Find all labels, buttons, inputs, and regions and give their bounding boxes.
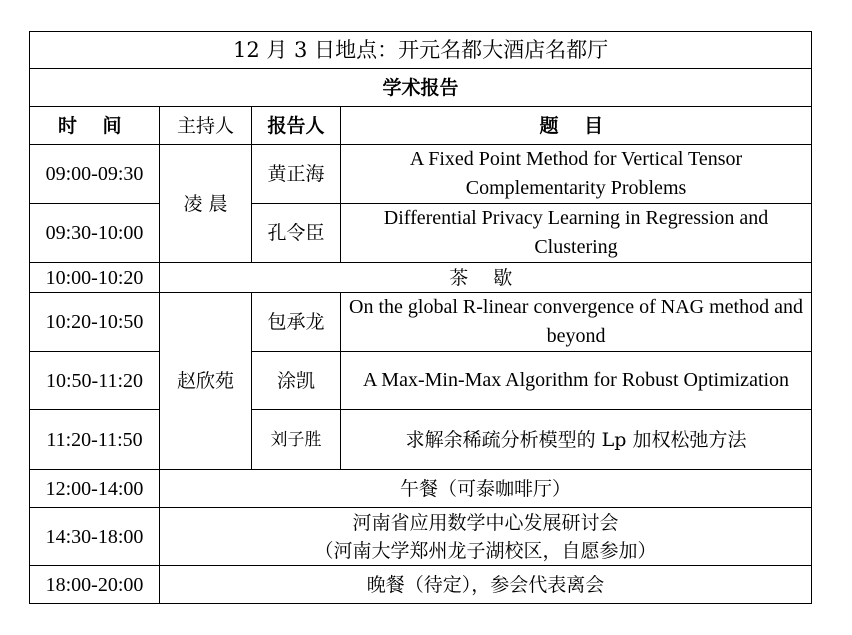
table-row xyxy=(30,470,812,508)
table-row xyxy=(30,410,812,470)
time-cell: 09:00-09:30 xyxy=(30,145,160,204)
host-cell: 凌 晨 xyxy=(160,145,252,263)
speaker-cell: 孔令臣 xyxy=(252,204,341,263)
table-row xyxy=(30,204,812,263)
speaker-cell: 涂凯 xyxy=(252,352,341,410)
time-cell: 10:00-10:20 xyxy=(30,263,160,293)
header-host: 主持人 xyxy=(160,107,252,145)
title-row xyxy=(30,32,812,69)
table-row xyxy=(30,566,812,604)
speaker-cell: 黄正海 xyxy=(252,145,341,204)
event-cell: 晚餐（待定），参会代表离会 xyxy=(160,566,812,604)
table-row xyxy=(30,293,812,352)
header-time: 时 间 xyxy=(30,107,160,145)
topic-cell: Differential Privacy Learning in Regression and Clustering xyxy=(341,204,812,263)
host-cell: 赵欣苑 xyxy=(160,293,252,470)
topic-cell: 求解余稀疏分析模型的 Lp 加权松弛方法 xyxy=(341,410,812,470)
table-row xyxy=(30,145,812,204)
time-cell: 10:50-11:20 xyxy=(30,352,160,410)
speaker-cell: 刘子胜 xyxy=(252,410,341,470)
event-cell xyxy=(160,508,812,566)
table-row xyxy=(30,352,812,410)
time-cell: 12:00-14:00 xyxy=(30,470,160,508)
time-cell: 18:00-20:00 xyxy=(30,566,160,604)
topic-cell: A Fixed Point Method for Vertical Tensor Complementarity Problems xyxy=(341,145,812,204)
schedule-title: 12 月 3 日地点：开元名都大酒店名都厅 xyxy=(30,32,812,69)
event-line: 河南省应用数学中心发展研讨会 xyxy=(352,511,619,534)
section-row xyxy=(30,69,812,107)
topic-cell: On the global R-linear convergence of NAG method and beyond xyxy=(341,293,812,352)
speaker-cell: 包承龙 xyxy=(252,293,341,352)
header-row xyxy=(30,107,812,145)
table-row xyxy=(30,263,812,293)
table-row xyxy=(30,508,812,566)
header-speaker: 报告人 xyxy=(252,107,341,145)
header-topic: 题 目 xyxy=(341,107,812,145)
section-heading: 学术报告 xyxy=(30,69,812,107)
time-cell: 11:20-11:50 xyxy=(30,410,160,470)
time-cell: 10:20-10:50 xyxy=(30,293,160,352)
event-cell: 午餐（可泰咖啡厅） xyxy=(160,470,812,508)
topic-cell: A Max-Min-Max Algorithm for Robust Optimization xyxy=(341,352,812,410)
schedule-table xyxy=(29,31,812,604)
time-cell: 14:30-18:00 xyxy=(30,508,160,566)
time-cell: 09:30-10:00 xyxy=(30,204,160,263)
event-cell: 茶 歇 xyxy=(160,263,812,293)
event-line: （河南大学郑州龙子湖校区，自愿参加） xyxy=(314,539,657,562)
